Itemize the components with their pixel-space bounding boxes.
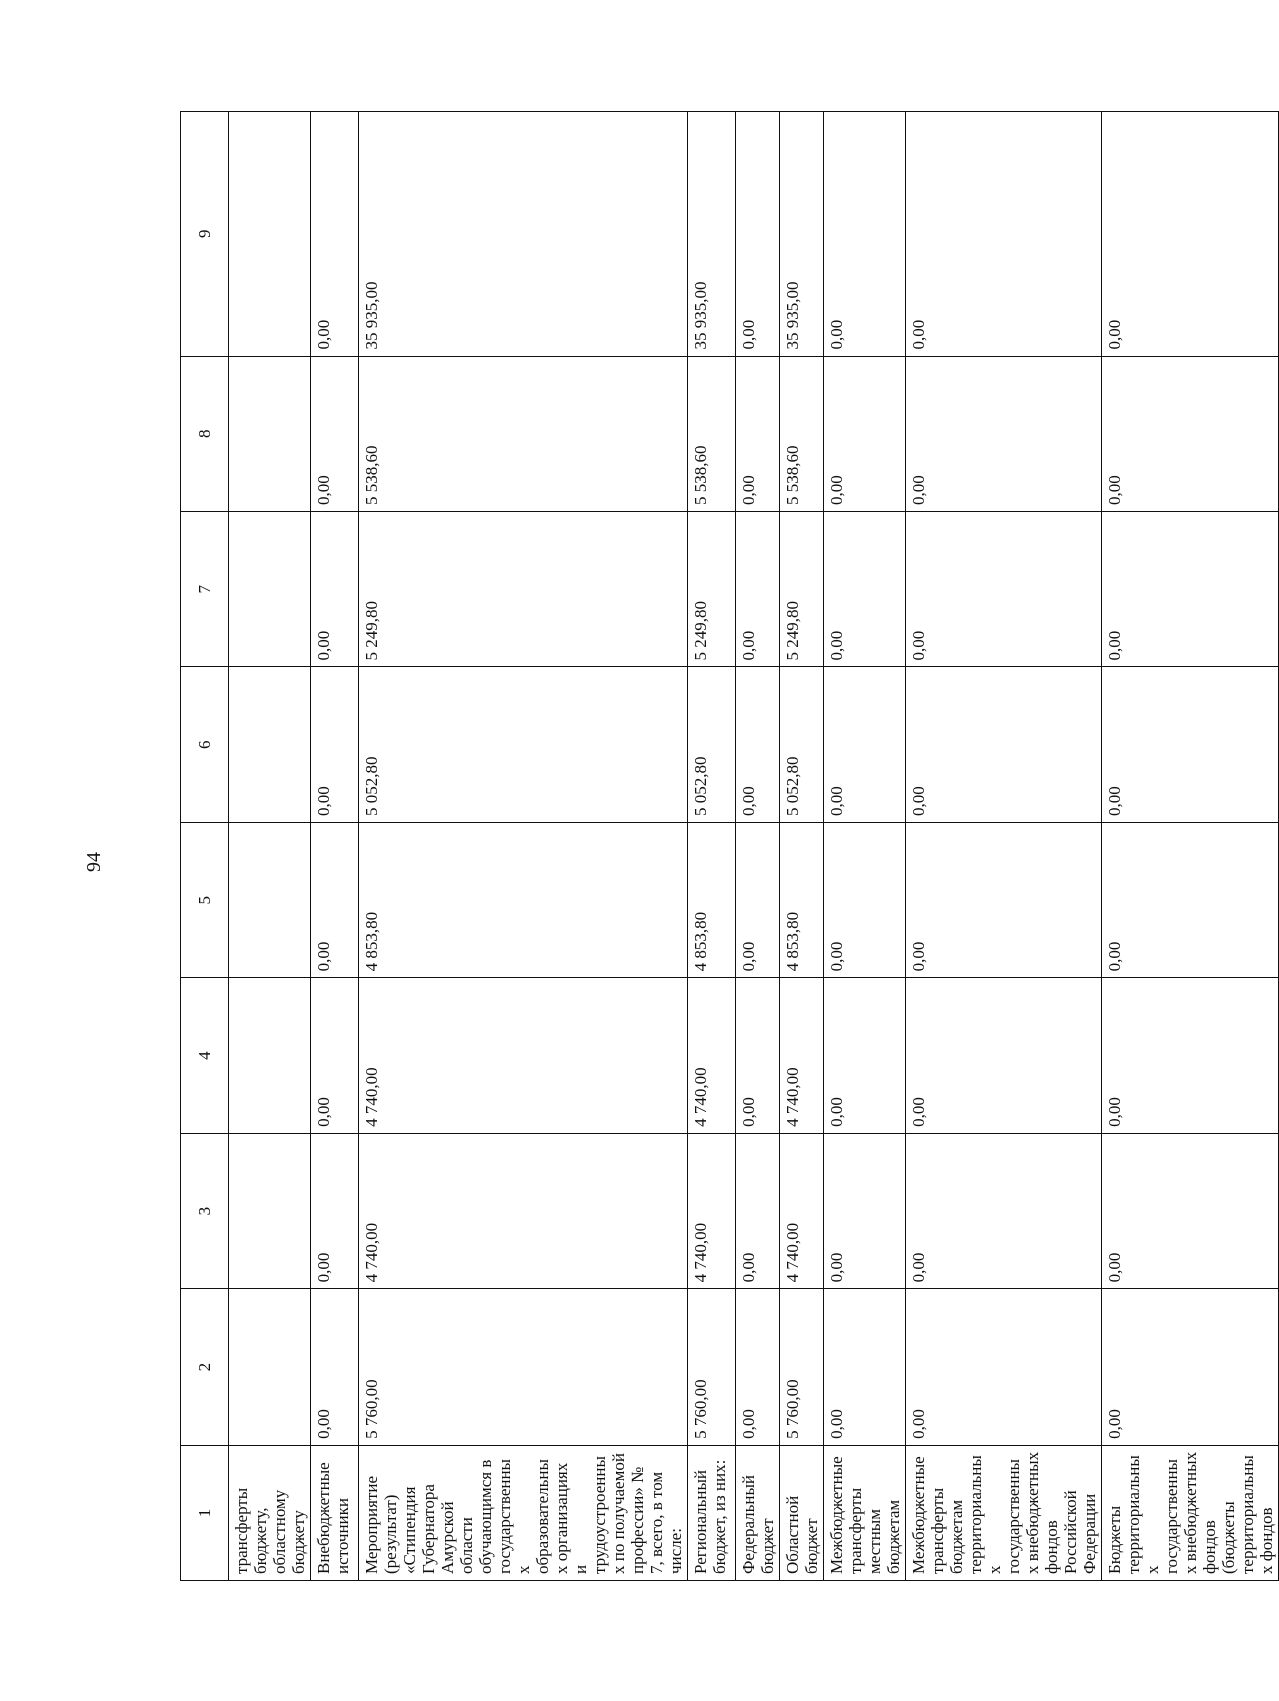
table-row [780, 112, 824, 1581]
page-number: 94 [83, 852, 105, 872]
row-label: Мероприятие (результат) «Стипендия Губернатора Амурской области обучающимся в государственных образовательных организациях и трудоустроенных по получаемой профессии» № 7, всего, в том числе: [359, 1445, 688, 1580]
value-cell: 0,00 [736, 512, 780, 667]
value-cell: 5 760,00 [359, 1289, 688, 1446]
value-cell [229, 822, 311, 977]
value-cell: 0,00 [824, 1133, 906, 1288]
value-cell: 0,00 [736, 822, 780, 977]
value-cell [229, 667, 311, 822]
value-cell: 4 740,00 [780, 978, 824, 1133]
table-row [736, 112, 780, 1581]
value-cell: 0,00 [1102, 1133, 1279, 1288]
value-cell: 0,00 [906, 978, 1102, 1133]
budget-table-body [181, 112, 1279, 1581]
value-cell: 4 853,80 [780, 822, 824, 977]
row-label: Межбюджетные трансферты местным бюджетам [824, 1445, 906, 1580]
table-row [688, 112, 736, 1581]
value-cell: 5 249,80 [359, 512, 688, 667]
value-cell: 0,00 [906, 1289, 1102, 1446]
table-row [359, 112, 688, 1581]
row-label: Межбюджетные трансферты бюджетам территориальных государственных внебюджетных фондов Российской Федерации [906, 1445, 1102, 1580]
value-cell: 0,00 [736, 1289, 780, 1446]
header-cell: 5 [181, 822, 229, 977]
value-cell: 5 538,60 [359, 356, 688, 511]
value-cell: 0,00 [1102, 667, 1279, 822]
header-cell: 4 [181, 978, 229, 1133]
value-cell: 5 249,80 [780, 512, 824, 667]
header-cell: 6 [181, 667, 229, 822]
row-label: Внебюджетные источники [311, 1445, 359, 1580]
value-cell: 4 740,00 [688, 978, 736, 1133]
value-cell: 0,00 [906, 356, 1102, 511]
header-cell: 1 [181, 1445, 229, 1580]
value-cell: 0,00 [1102, 112, 1279, 357]
value-cell: 0,00 [311, 822, 359, 977]
row-label: трансферты бюджету, областному бюджету [229, 1445, 311, 1580]
value-cell: 5 052,80 [780, 667, 824, 822]
value-cell [229, 978, 311, 1133]
value-cell: 0,00 [824, 667, 906, 822]
table-row [824, 112, 906, 1581]
table-row [906, 112, 1102, 1581]
value-cell: 0,00 [1102, 1289, 1279, 1446]
row-label: Федеральный бюджет [736, 1445, 780, 1580]
value-cell: 5 052,80 [688, 667, 736, 822]
value-cell [229, 1289, 311, 1446]
row-label: Бюджеты территориальных государственных внебюджетных фондов (бюджеты территориальных фондов [1102, 1445, 1279, 1580]
value-cell: 0,00 [1102, 512, 1279, 667]
header-cell: 3 [181, 1133, 229, 1288]
header-cell: 2 [181, 1289, 229, 1446]
value-cell: 0,00 [311, 112, 359, 357]
value-cell: 0,00 [1102, 356, 1279, 511]
value-cell: 0,00 [311, 512, 359, 667]
budget-table [180, 111, 1279, 1581]
value-cell [229, 1133, 311, 1288]
value-cell: 0,00 [736, 1133, 780, 1288]
table-row [229, 112, 311, 1581]
value-cell: 0,00 [824, 978, 906, 1133]
value-cell: 0,00 [1102, 978, 1279, 1133]
value-cell: 0,00 [311, 1289, 359, 1446]
value-cell: 4 853,80 [359, 822, 688, 977]
header-cell: 8 [181, 356, 229, 511]
value-cell: 35 935,00 [359, 112, 688, 357]
table-row [311, 112, 359, 1581]
value-cell: 0,00 [736, 978, 780, 1133]
value-cell [229, 112, 311, 357]
value-cell: 4 740,00 [359, 978, 688, 1133]
value-cell: 0,00 [311, 356, 359, 511]
value-cell: 0,00 [736, 667, 780, 822]
value-cell: 0,00 [906, 667, 1102, 822]
value-cell: 0,00 [906, 512, 1102, 667]
value-cell: 0,00 [906, 1133, 1102, 1288]
value-cell: 0,00 [311, 978, 359, 1133]
value-cell: 4 740,00 [359, 1133, 688, 1288]
table-header-row [181, 112, 229, 1581]
budget-table-wrapper [180, 111, 1276, 1581]
value-cell: 0,00 [824, 1289, 906, 1446]
value-cell: 0,00 [824, 112, 906, 357]
row-label: Региональный бюджет, из них: [688, 1445, 736, 1580]
value-cell: 0,00 [736, 356, 780, 511]
value-cell [229, 512, 311, 667]
header-cell: 7 [181, 512, 229, 667]
value-cell: 0,00 [736, 112, 780, 357]
header-cell: 9 [181, 112, 229, 357]
value-cell: 0,00 [906, 112, 1102, 357]
value-cell: 0,00 [824, 356, 906, 511]
value-cell: 35 935,00 [780, 112, 824, 357]
value-cell: 4 740,00 [688, 1133, 736, 1288]
value-cell: 35 935,00 [688, 112, 736, 357]
value-cell: 0,00 [824, 512, 906, 667]
value-cell: 5 760,00 [688, 1289, 736, 1446]
value-cell: 0,00 [1102, 822, 1279, 977]
value-cell [229, 356, 311, 511]
value-cell: 0,00 [311, 1133, 359, 1288]
value-cell: 0,00 [311, 667, 359, 822]
row-label: Областной бюджет [780, 1445, 824, 1580]
value-cell: 4 853,80 [688, 822, 736, 977]
value-cell: 5 249,80 [688, 512, 736, 667]
value-cell: 5 052,80 [359, 667, 688, 822]
value-cell: 5 760,00 [780, 1289, 824, 1446]
value-cell: 5 538,60 [688, 356, 736, 511]
table-row [1102, 112, 1279, 1581]
value-cell: 5 538,60 [780, 356, 824, 511]
value-cell: 4 740,00 [780, 1133, 824, 1288]
value-cell: 0,00 [906, 822, 1102, 977]
value-cell: 0,00 [824, 822, 906, 977]
